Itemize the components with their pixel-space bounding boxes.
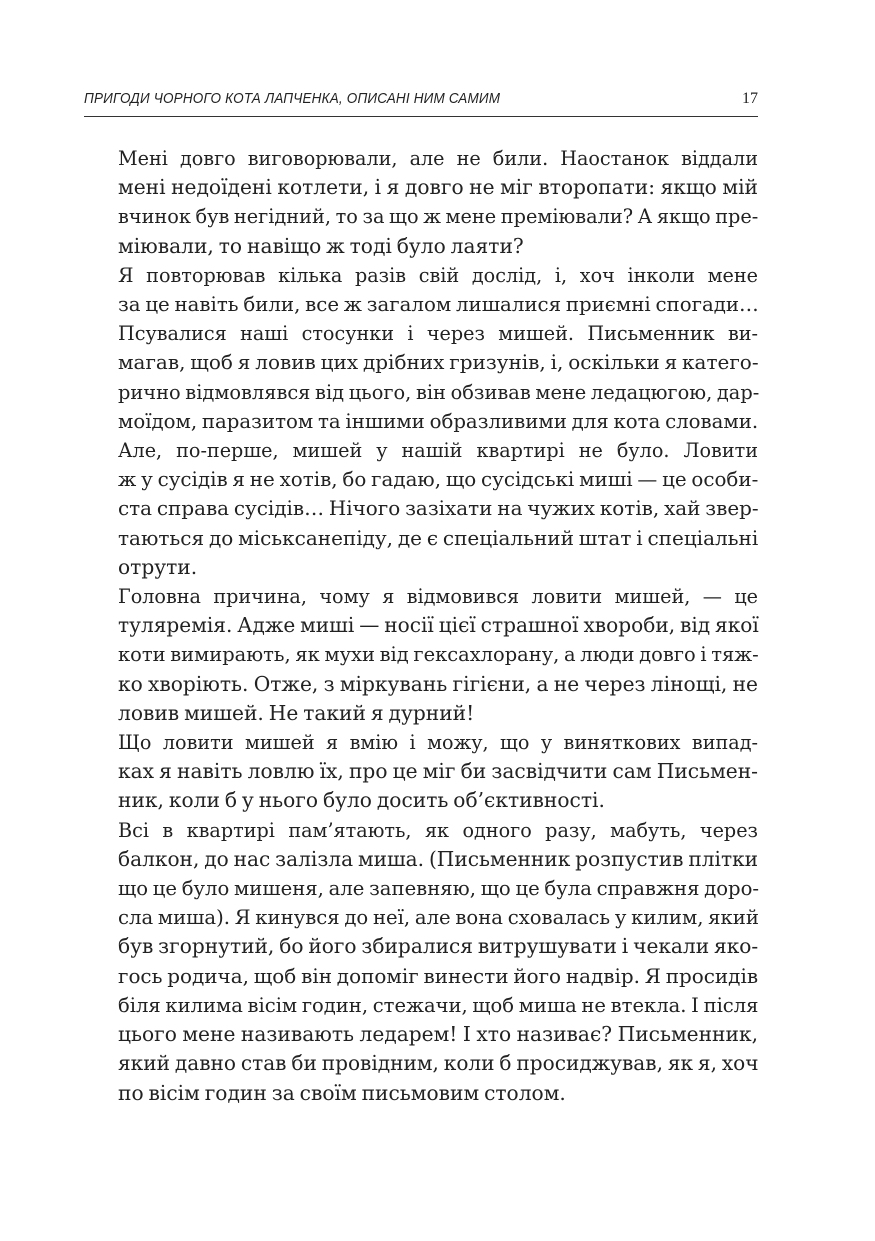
text-line: ста справа сусідів… Нічого зазіхати на чужих котів, хай звер- (118, 497, 759, 521)
text-line: ках я навіть ловлю їх, про це міг би засвідчити сам Письмен- (118, 759, 758, 784)
text-line: Я повторював кілька разів свій дослід, і, хоч інколи мене (118, 263, 758, 287)
paragraph (84, 728, 758, 816)
text-line: коти вимирають, як мухи від гексахлорану, а люди довго і тяж- (118, 643, 759, 667)
running-header (84, 90, 758, 117)
text-line: рично відмовлявся від цього, він обзивав мене ледацюгою, дар- (118, 380, 760, 404)
text-line: Головна причина, чому я відмовився ловити мишей, — це (118, 585, 758, 609)
text-line: по вісім годин за своїм письмовим столом. (118, 1080, 566, 1105)
page-number: 17 (742, 90, 758, 107)
text-line: ж у сусідів я не хотів, бо гадаю, що сусідські миші — це особи- (118, 468, 759, 492)
text-line: ловив мишей. Не такий я дурний! (118, 700, 475, 725)
text-line: сла миша). Я кинувся до неї, але вона сховалась у килим, який (118, 906, 759, 930)
text-line: за це навіть били, все ж загалом лишалися приємні спогади… (118, 293, 759, 317)
text-line: моїдом, паразитом та іншими образливими для кота словами. (118, 409, 759, 433)
text-line: ко хворіють. Отже, з міркувань гігієни, а не через лінощі, не (118, 671, 758, 696)
text-line: гось родича, щоб він допоміг винести його надвір. Я просидів (118, 964, 759, 988)
text-line: ник, коли б у нього було досить об’єктивності. (118, 788, 605, 813)
paragraph (84, 144, 758, 261)
running-title: ПРИГОДИ ЧОРНОГО КОТА ЛАПЧЕНКА, ОПИСАНІ НИМ САМИМ (84, 90, 501, 107)
text-line: що це було мишеня, але запевняю, що це була справжня доро- (118, 877, 760, 901)
text-line: балкон, до нас залізла миша. (Письменник розпустив плітки (118, 846, 759, 871)
text-line: отрути. (118, 554, 198, 579)
text-line: Але, по-перше, мишей у нашій квартирі не було. Ловити (118, 439, 758, 463)
text-line: Що ловити мишей я вмію і можу, що у виняткових випад- (118, 731, 758, 755)
text-line: Всі в квартирі пам’ятають, як одного разу, мабуть, через (118, 818, 758, 842)
text-line: біля килима вісім годин, стежачи, щоб миша не втекла. І після (118, 993, 759, 1017)
paragraph (84, 582, 758, 728)
text-line: був згорнутий, бо його збиралися витрушувати і чекали яко- (118, 934, 759, 959)
text-line: міювали, то навіщо ж тоді було лаяти? (118, 233, 524, 258)
paragraph (84, 319, 758, 436)
body-text (84, 144, 758, 1108)
text-line: який давно став би провідним, коли б просиджував, як я, хоч (118, 1051, 759, 1076)
paragraph (84, 261, 758, 319)
text-line: цього мене називають ледарем! І хто називає? Письменник, (118, 1022, 758, 1047)
text-line: туляремія. Адже миші — носії цієї страшної хвороби, від якої (118, 613, 759, 638)
text-line: Псувалися наші стосунки і через мишей. Письменник ви- (118, 322, 758, 346)
paragraph (84, 816, 758, 1108)
text-line: вчинок був негідний, то за що ж мене преміювали? А якщо пре- (118, 205, 759, 229)
paragraph (84, 436, 758, 582)
text-line: мені недоїдені котлети, і я довго не міг второпати: якщо мій (118, 175, 758, 200)
text-line: таються до міськсанепіду, де є спеціальний штат і спеціальні (118, 525, 759, 550)
text-line: Мені довго виговорювали, але не били. Наостанок віддали (118, 147, 758, 170)
text-line: магав, щоб я ловив цих дрібних гризунів, і, оскільки я катего- (118, 350, 759, 375)
